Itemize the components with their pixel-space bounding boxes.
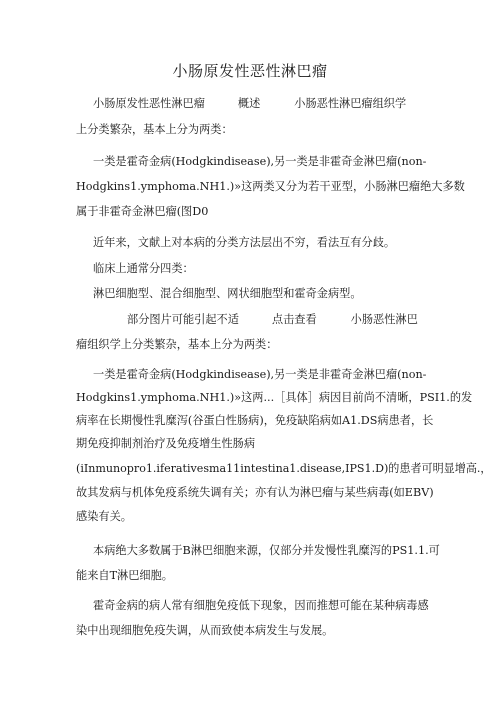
paragraph-line: 能来自T淋巴细胞。	[76, 569, 173, 582]
paragraph-line: 本病绝大多数属于B淋巴细胞来源，仅部分并发慢性乳糜泻的PS1.1.可	[93, 544, 440, 557]
paragraph-line: 感染有关。	[76, 510, 132, 523]
paragraph-line: 淋巴细胞型、混合细胞型、网状细胞型和霍奇金病型。	[93, 287, 362, 300]
paragraph-line: 故其发病与机体免疫系统失调有关；亦有认为淋巴瘤与某些病毒(如EBV)	[76, 486, 434, 499]
line-segment: 小肠恶性淋巴瘤组织学	[294, 97, 407, 110]
line-segment: 点击查看	[271, 313, 317, 326]
paragraph-line: 病率在长期慢性乳糜泻(谷蛋白性肠病)，免疫缺陷病如A1.DS病患者，长	[76, 414, 434, 427]
line-segment: 小肠原发性恶性淋巴瘤	[93, 97, 205, 110]
line-segment: 小肠恶性淋巴	[350, 313, 418, 326]
paragraph-line: 一类是霍奇金病(Hodgkindisease),另一类是非霍奇金淋巴瘤(non-	[93, 368, 427, 381]
paragraph-line: 一类是霍奇金病(Hodgkindisease),另一类是非霍奇金淋巴瘤(non-	[93, 155, 427, 168]
paragraph-line: 染中出现细胞免疫失调，从而致使本病发生与发展。	[76, 624, 334, 637]
paragraph-line: (iInmunopro1.iferativesma11intestina1.disease,IPS1.D)的患者可明显增高.，	[76, 462, 492, 475]
paragraph-line: 上分类繁杂，基本上分为两类：	[76, 123, 233, 136]
line-segment: 部分图片可能引起不适	[127, 313, 239, 326]
paragraph-line: 近年来，文献上对本病的分类方法层出不穷，看法互有分歧。	[93, 236, 396, 249]
paragraph-line: Hodgkins1.ymphoma.NH1.)»这两...［具体］病因目前尚不清晰，PSI1.的发	[76, 391, 473, 404]
paragraph-line	[93, 97, 406, 111]
paragraph-line: 霍奇金病的病人常有细胞免疫低下现象，因而推想可能在某种病毒感	[93, 599, 429, 612]
document-title: 小肠原发性恶性淋巴瘤	[172, 62, 328, 80]
paragraph-line: 临床上通常分四类：	[93, 262, 194, 275]
paragraph-line	[127, 313, 418, 327]
paragraph-line: 属于非霍奇金淋巴瘤(图D0	[76, 205, 209, 218]
paragraph-line: Hodgkins1.ymphoma.NH1.)»这两类又分为若干亚型，小肠淋巴瘤绝大多数	[76, 180, 465, 193]
line-segment: 概述	[237, 97, 261, 110]
paragraph-line: 期免疫抑制剂治疗及免疫增生性肠病	[76, 437, 256, 450]
paragraph-line: 瘤组织学上分类繁杂，基本上分为两类：	[76, 338, 278, 351]
